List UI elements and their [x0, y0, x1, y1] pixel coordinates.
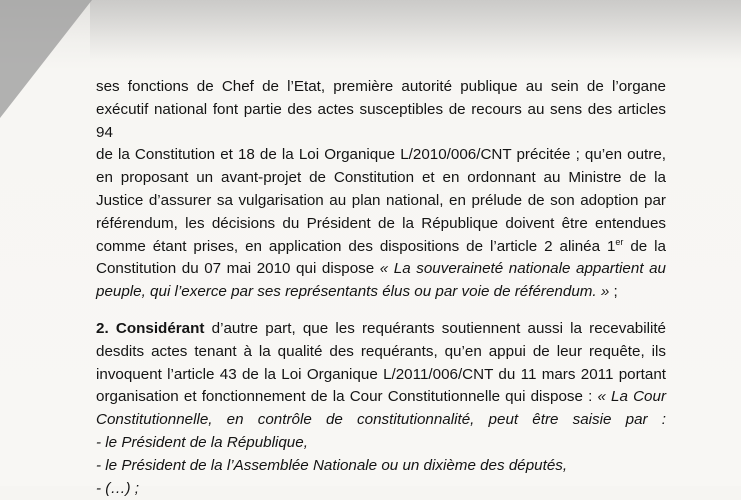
paragraph-1: [96, 76, 666, 304]
text-run: d’autre part, que les requérants soutiennent aussi la recevabilité: [204, 319, 666, 337]
quote-text: peuple, qui l’exerce par ses représentants élus ou par voie de référendum. »: [96, 283, 610, 301]
document-body: [96, 76, 666, 500]
text-line: invoquent l’article 43 de la Loi Organique L/2011/006/CNT du 11 mars 2011 portant: [96, 365, 666, 383]
text-run: organisation et fonctionnement de la Cour Constitutionnelle qui dispose :: [96, 388, 598, 406]
text-line: de la Constitution et 18 de la Loi Organique L/2010/006/CNT précitée ; qu’en outre,: [96, 146, 666, 164]
text-line: [96, 281, 666, 304]
text-line: Justice d’assurer sa vulgarisation au plan national, en prélude de son adoption par: [96, 191, 666, 209]
text-line: Constitutionnelle, en contrôle de constitutionnalité, peut être saisie par :: [96, 411, 666, 429]
text-run: comme étant prises, en application des dispositions de l’article 2 alinéa 1: [96, 237, 616, 255]
quote-text: « La Cour: [597, 388, 666, 406]
text-line: exécutif national font partie des actes susceptibles de recours au sens des articles 94: [96, 100, 666, 141]
text-line: référendum, les décisions du Président de la République doivent être entendues: [96, 214, 666, 232]
text-line: [96, 318, 666, 341]
paragraph-2: [96, 318, 666, 500]
text-run: ;: [609, 283, 618, 301]
text-line: [96, 386, 666, 409]
folded-corner: [0, 0, 92, 118]
text-line: [96, 258, 666, 281]
scan-shadow: [90, 0, 741, 60]
superscript: er: [615, 236, 624, 247]
list-item: - le Président de la République,: [96, 433, 308, 451]
list-item: - le Président de la l’Assemblée Nationale ou un dixième des députés,: [96, 456, 568, 474]
text-line: en proposant un avant-projet de Constitution et en ordonnant au Ministre de la: [96, 169, 666, 187]
text-run: Constitution du 07 mai 2010 qui dispose: [96, 260, 380, 278]
text-line: [96, 236, 666, 259]
quote-text: « La souveraineté nationale appartient au: [379, 260, 666, 278]
text-line: desdits actes tenant à la qualité des requérants, qu’en appui de leur requête, ils: [96, 342, 666, 360]
text-line: ses fonctions de Chef de l’Etat, première autorité publique au sein de l’organe: [96, 78, 666, 95]
paragraph-gap: [96, 304, 666, 318]
list-item: - (…) ;: [96, 479, 140, 497]
text-run: de la: [623, 237, 667, 255]
paragraph-heading: 2. Considérant: [96, 319, 205, 337]
